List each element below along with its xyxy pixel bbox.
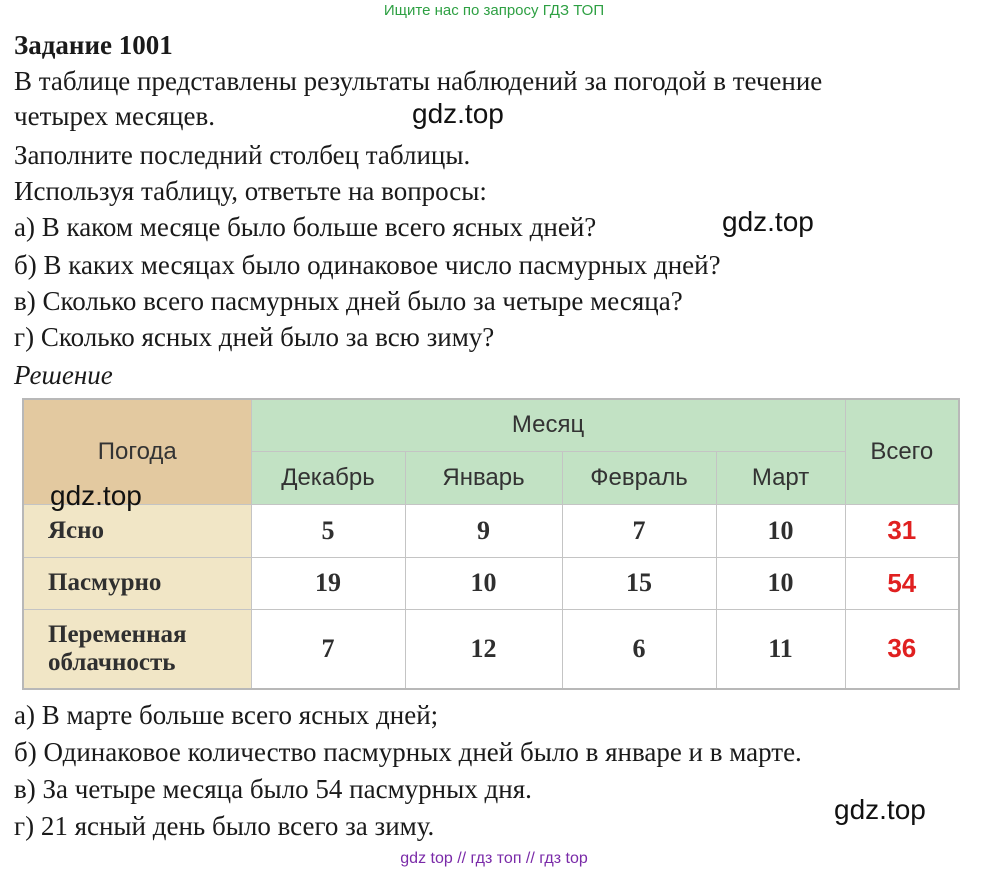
header-february: Февраль [562,451,716,504]
table-row [23,557,959,609]
task-line: В таблице представлены результаты наблюдений за погодой в течение [14,66,823,96]
table-cell: 10 [716,557,845,609]
header-december: Декабрь [251,451,405,504]
question-c: в) Сколько всего пасмурных дней было за четыре месяца? [14,286,683,316]
row-label-clear: Ясно [23,505,251,557]
watermark: gdz.top [722,206,814,237]
question-b: б) В каких месяцах было одинаковое число пасмурных дней? [14,250,721,280]
answer-c: в) За четыре месяца было 54 пасмурных дня. [14,774,532,804]
table-cell: 7 [562,505,716,557]
row-label-line: облачность [48,648,176,676]
task-title: Задание 1001 [14,30,173,60]
task-line: Заполните последний столбец таблицы. [14,140,471,170]
watermark: gdz.top [50,480,142,511]
row-label-cloudy: Пасмурно [23,557,251,609]
header-total: Всего [845,399,959,505]
top-banner: Ищите нас по запросу ГДЗ ТОП [383,2,605,19]
answer-b: б) Одинаковое количество пасмурных дней было в январе и в марте. [14,737,802,767]
weather-table [22,398,960,690]
table-cell: 10 [716,505,845,557]
footer-links[interactable]: gdz top // гдз топ // гдз top [400,850,588,867]
table-cell: 9 [405,505,562,557]
table-row [23,505,959,557]
table-cell: 19 [251,557,405,609]
question-d: г) Сколько ясных дней было за всю зиму? [14,322,495,352]
table-cell: 11 [716,609,845,689]
row-label-line: Переменная [48,620,187,648]
task-line: четырех месяцев. [14,101,215,131]
table-cell: 12 [405,609,562,689]
answer-a: а) В марте больше всего ясных дней; [14,700,439,730]
table-row [23,609,959,689]
task-line: Используя таблицу, ответьте на вопросы: [14,176,487,206]
table-cell: 5 [251,505,405,557]
watermark: gdz.top [834,794,926,825]
table-cell: 6 [562,609,716,689]
table-cell: 15 [562,557,716,609]
header-month: Месяц [251,399,845,451]
header-weather: Погода [23,399,251,505]
table-cell: 7 [251,609,405,689]
answer-d: г) 21 ясный день было всего за зиму. [14,811,435,841]
total-variable: 36 [845,609,959,689]
total-clear: 31 [845,505,959,557]
header-january: Январь [405,451,562,504]
total-cloudy: 54 [845,557,959,609]
solution-label: Решение [14,360,113,390]
header-march: Март [716,451,845,504]
row-label-variable [23,609,251,689]
question-a: а) В каком месяце было больше всего ясных дней? [14,212,597,242]
watermark: gdz.top [412,98,504,129]
table-cell: 10 [405,557,562,609]
